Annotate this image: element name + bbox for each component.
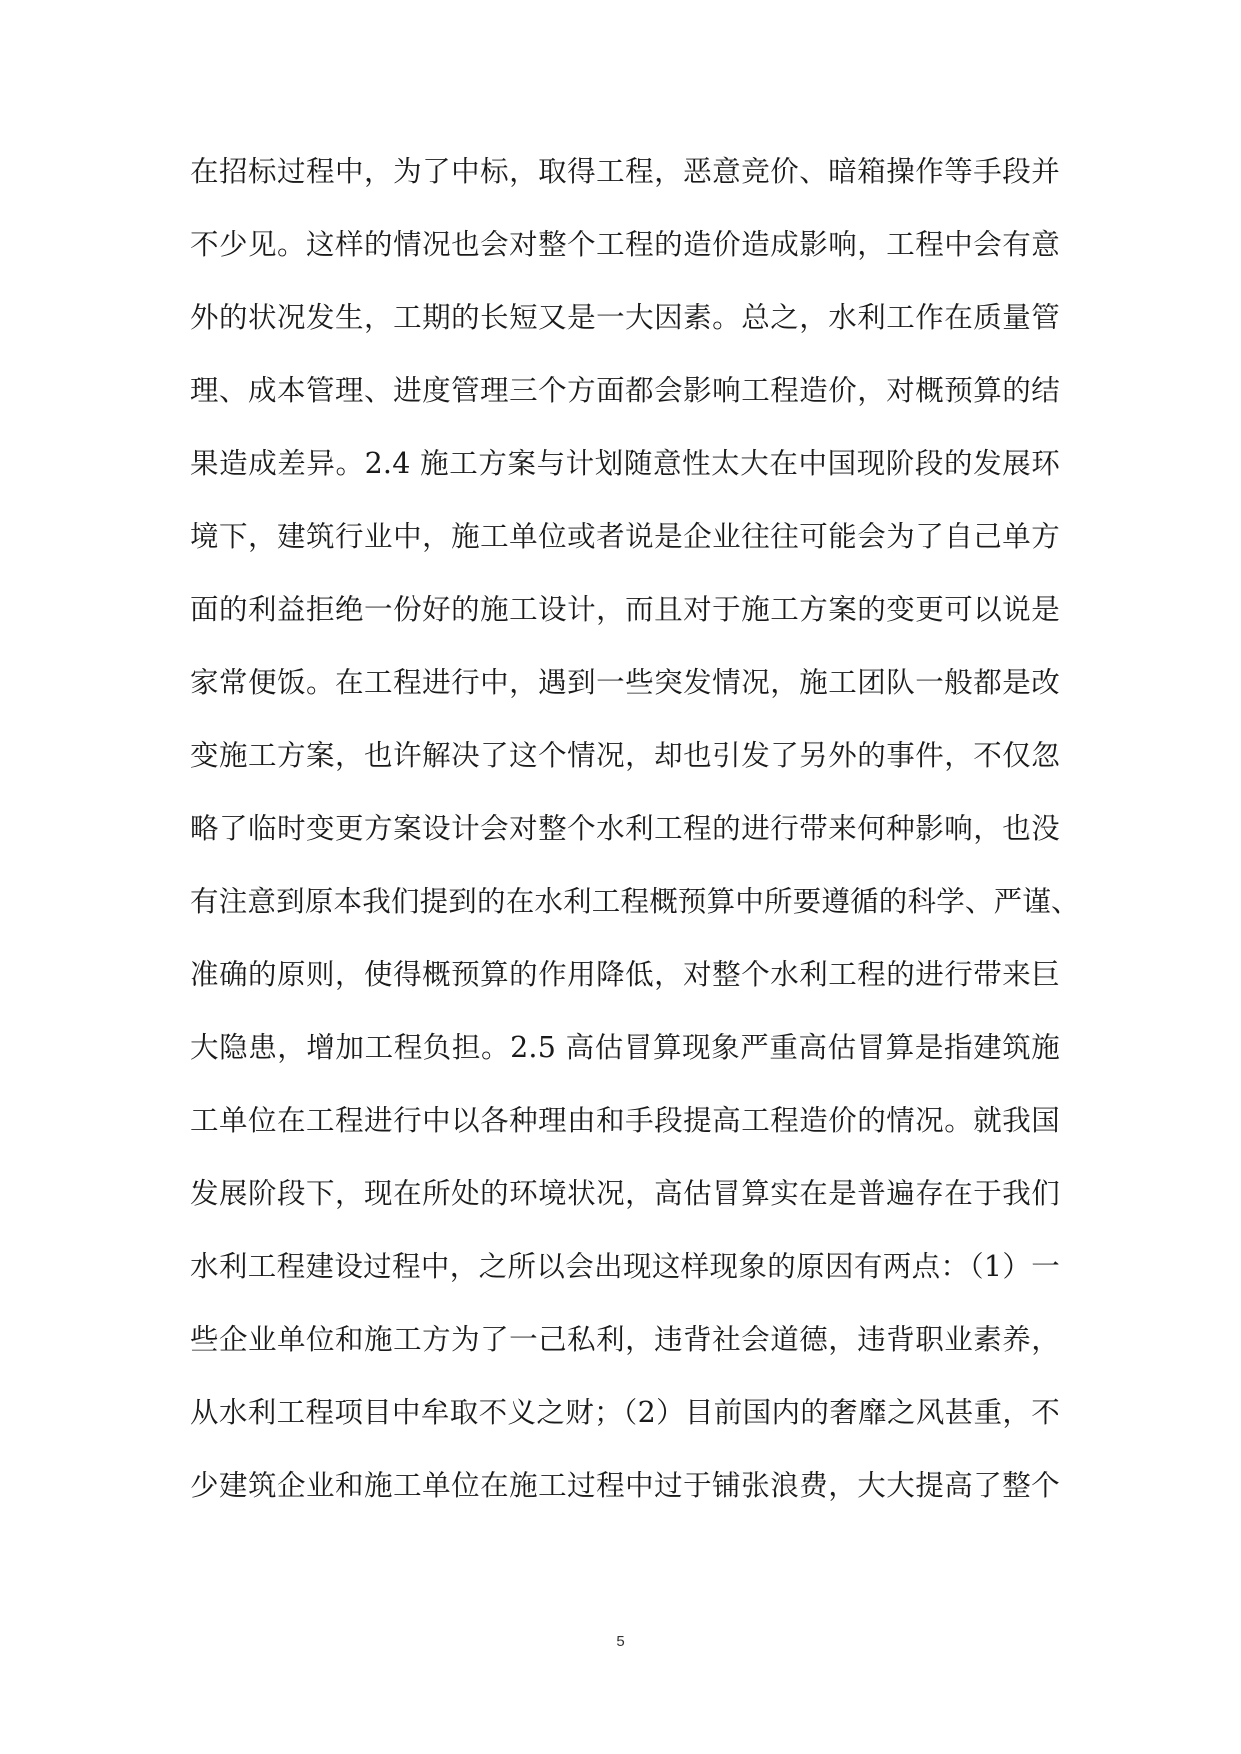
text-line: 些企业单位和施工方为了一己私利，违背社会道德，违背职业素养， (190, 1323, 1060, 1356)
body-text (190, 142, 1080, 1529)
text-line: 变施工方案，也许解决了这个情况，却也引发了另外的事件，不仅忽 (190, 739, 1060, 772)
text-line: 不少见。这样的情况也会对整个工程的造价造成影响，工程中会有意 (190, 228, 1060, 261)
text-line: 家常便饭。在工程进行中，遇到一些突发情况，施工团队一般都是改 (190, 666, 1060, 699)
text-line: 从水利工程项目中牟取不义之财；（2）目前国内的奢靡之风甚重，不 (190, 1396, 1060, 1429)
text-line: 有注意到原本我们提到的在水利工程概预算中所要遵循的科学、严谨、 (190, 885, 1080, 918)
text-line: 境下，建筑行业中，施工单位或者说是企业往往可能会为了自己单方 (190, 520, 1060, 553)
text-line: 外的状况发生，工期的长短又是一大因素。总之，水利工作在质量管 (190, 301, 1060, 334)
text-line: 在招标过程中，为了中标，取得工程，恶意竞价、暗箱操作等手段并 (190, 155, 1060, 188)
text-line: 少建筑企业和施工单位在施工过程中过于铺张浪费，大大提高了整个 (190, 1469, 1060, 1502)
text-line: 准确的原则，使得概预算的作用降低，对整个水利工程的进行带来巨 (190, 958, 1060, 991)
text-line: 水利工程建设过程中，之所以会出现这样现象的原因有两点：（1）一 (190, 1250, 1060, 1283)
page-number: 5 (616, 1633, 625, 1650)
text-line: 工单位在工程进行中以各种理由和手段提高工程造价的情况。就我国 (190, 1104, 1060, 1137)
text-line: 发展阶段下，现在所处的环境状况，高估冒算实在是普遍存在于我们 (190, 1177, 1060, 1210)
text-line: 面的利益拒绝一份好的施工设计，而且对于施工方案的变更可以说是 (190, 593, 1060, 626)
text-line: 理、成本管理、进度管理三个方面都会影响工程造价，对概预算的结 (190, 374, 1060, 407)
text-line: 果造成差异。2.4 施工方案与计划随意性太大在中国现阶段的发展环 (190, 447, 1060, 480)
text-line: 略了临时变更方案设计会对整个水利工程的进行带来何种影响，也没 (190, 812, 1060, 845)
text-line: 大隐患，增加工程负担。2.5 高估冒算现象严重高估冒算是指建筑施 (190, 1031, 1060, 1064)
